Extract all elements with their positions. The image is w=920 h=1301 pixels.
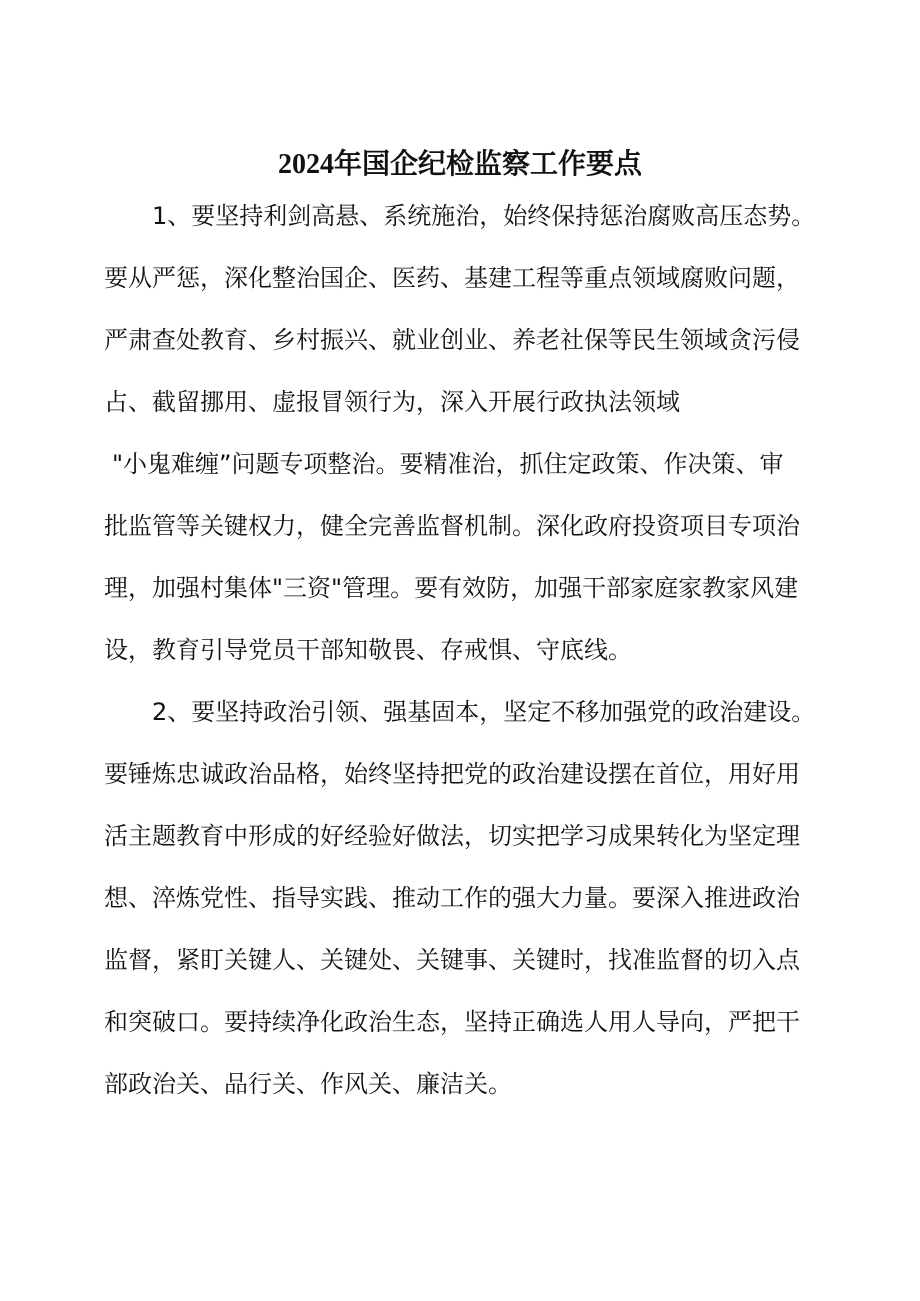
paragraph-2-line-4: 想、淬炼党性、指导实践、推动工作的强大力量。要深入推进政治	[104, 884, 800, 912]
title-text: 年国企纪检监察工作要点	[333, 147, 642, 180]
paragraph-2-line-3: 活主题教育中形成的好经验好做法，切实把学习成果转化为坚定理	[104, 822, 800, 850]
paragraph-1-line-6: 批监管等关键权力，健全完善监督机制。深化政府投资项目专项治	[104, 512, 800, 540]
paragraph-2-line-7: 部政治关、品行关、作风关、廉洁关。	[104, 1070, 512, 1098]
paragraph-1-line-7: 理，加强村集体"三资"管理。要有效防，加强干部家庭家教家风建	[104, 574, 799, 602]
paragraph-2-line-6: 和突破口。要持续净化政治生态，坚持正确选人用人导向，严把干	[104, 1008, 800, 1036]
paragraph-2-line-1: 2、要坚持政治引领、强基固本，坚定不移加强党的政治建设。	[152, 698, 816, 726]
paragraph-1-line-4: 占、截留挪用、虚报冒领行为，深入开展行政执法领域	[104, 388, 680, 416]
paragraph-1-line-1: 1、要坚持利剑高悬、系统施治，始终保持惩治腐败高压态势。	[152, 202, 816, 230]
paragraph-1-line-3: 严肃查处教育、乡村振兴、就业创业、养老社保等民生领域贪污侵	[104, 326, 800, 354]
paragraph-2-line-5: 监督，紧盯关键人、关键处、关键事、关键时，找准监督的切入点	[104, 946, 800, 974]
paragraph-1-line-5: "小鬼难缠”问题专项整治。要精准治，抓住定政策、作决策、审	[112, 450, 784, 478]
paragraph-2-line-2: 要锤炼忠诚政治品格，始终坚持把党的政治建设摆在首位，用好用	[104, 760, 800, 788]
title-year: 2024	[277, 149, 334, 180]
paragraph-1-line-8: 设，教育引导党员干部知敬畏、存戒惧、守底线。	[104, 636, 632, 664]
paragraph-1-line-2: 要从严惩，深化整治国企、医药、基建工程等重点领域腐败问题，	[104, 264, 800, 292]
document-title	[0, 142, 920, 187]
